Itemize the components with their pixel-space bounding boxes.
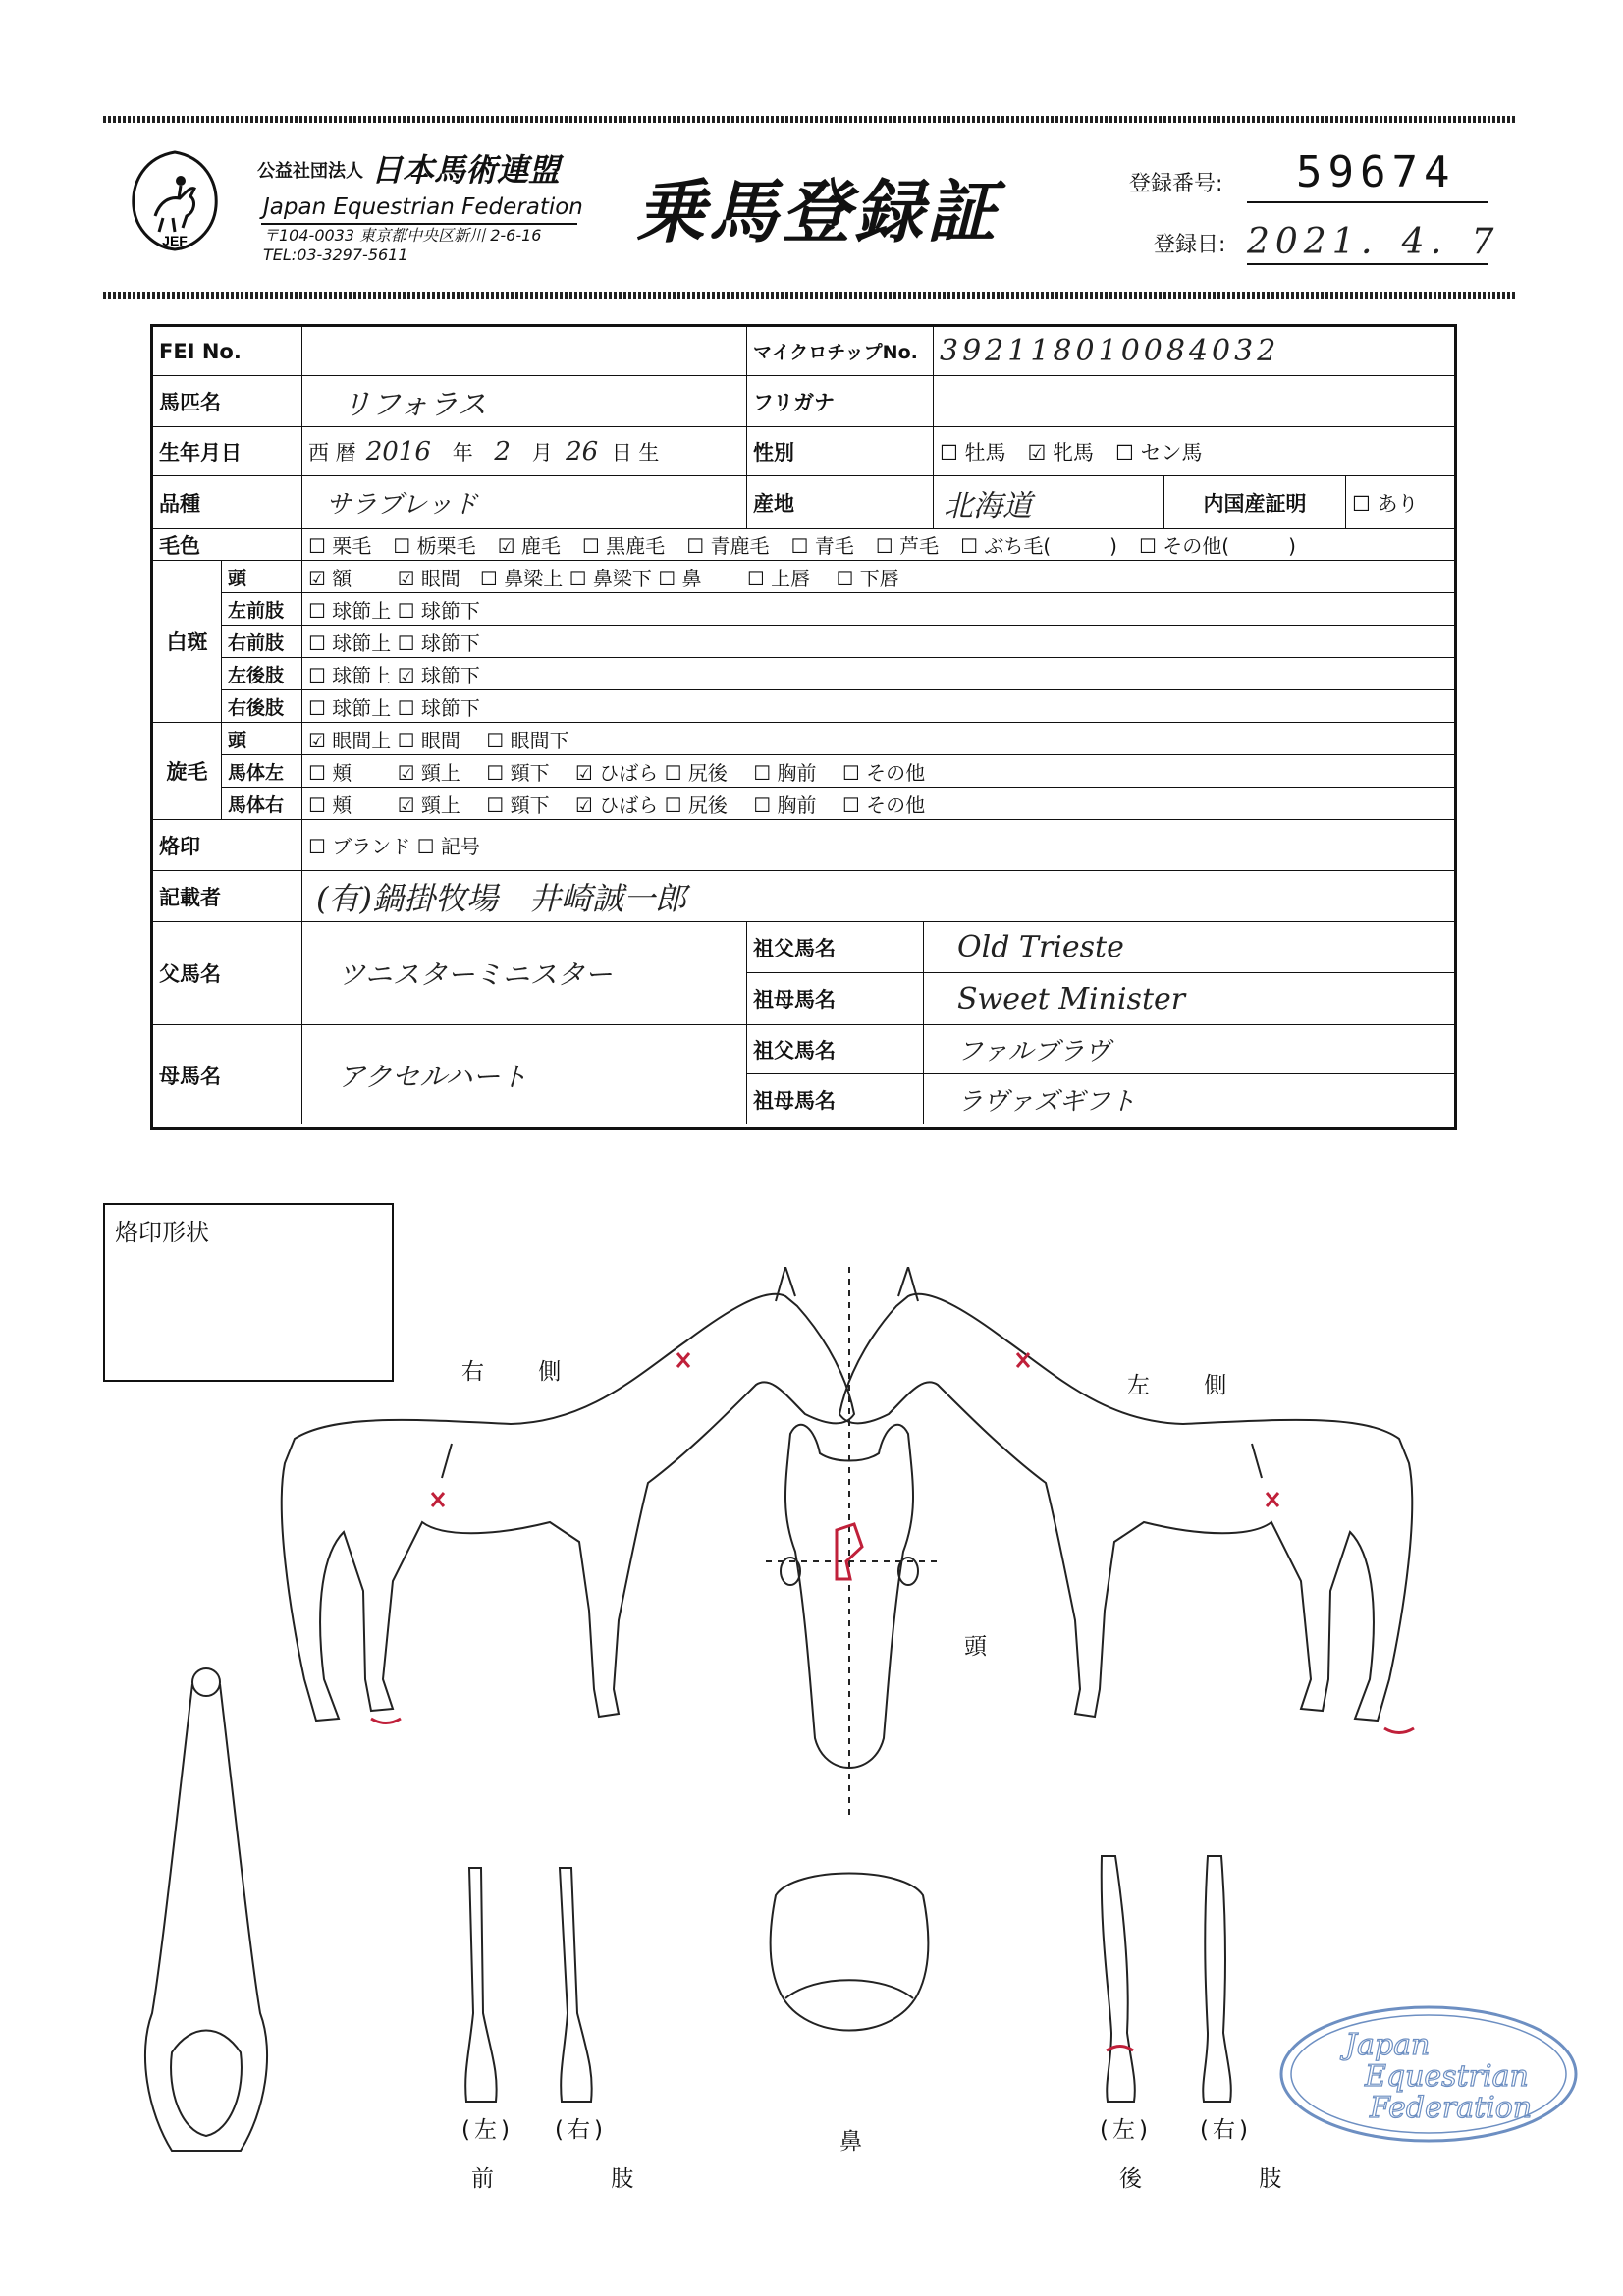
dam-label: 母馬名 [153,1025,302,1124]
white-options-right-fore[interactable]: ☐ 球節上 ☐ 球節下 [302,626,1454,658]
sex-options [934,427,1454,476]
whorl-part-head: 頭 [222,723,302,755]
reg-date-label: 登録日: [1154,233,1226,257]
dam-value: アクセルハート [302,1025,747,1124]
birth-date [302,427,747,476]
whorl-options-body-left[interactable]: ☐ 頬 ☑ 頸上 ☐ 頸下 ☑ ひばら ☐ 尻後 ☐ 胸前 ☐ その他 [302,755,1454,788]
birth-label: 生年月日 [153,427,302,476]
front-legs-figure [465,1868,592,2102]
origin-label: 産地 [747,476,934,529]
dam-granddam-label: 祖母馬名 [747,1074,924,1124]
sire-value: ツニスターミニスター [302,922,747,1025]
nose-view-figure [771,1874,929,2031]
head-view-label: 頭 [964,1634,1010,1660]
microchip-label: マイクロチップNo. [747,327,934,376]
front-left-label: (左) [461,2117,514,2143]
birth-era: 西 暦 [308,440,356,465]
white-mark-hind-right-side [371,1719,401,1723]
brand-options[interactable]: ☐ ブランド ☐ 記号 [302,820,1454,871]
whorl-mark-flank-left [1267,1493,1278,1506]
stamp-line2: Equestrian [1365,2059,1529,2094]
stamp-line3: Federation [1370,2091,1533,2125]
white-markings-label: 白斑 [153,561,222,723]
recorder-value: (有)鍋掛牧場 井崎誠一郎 [302,871,1454,922]
jef-stamp-icon [1276,2003,1581,2146]
horse-name-label: 馬匹名 [153,376,302,427]
org-contact [263,226,541,265]
coat-option[interactable]: ☐ 栃栗毛 [393,534,476,558]
birth-day-unit: 日 生 [611,440,660,465]
white-part-right-fore: 右前肢 [222,626,302,658]
furigana-label: フリガナ [747,376,934,427]
sex-label: 性別 [747,427,934,476]
sire-grandsire-value: Old Trieste [924,922,1454,973]
reg-no-underline [1247,201,1488,203]
white-part-head: 頭 [222,561,302,593]
sex-option-colt[interactable]: ☐ 牡馬 [940,440,1006,465]
white-part-left-fore: 左前肢 [222,593,302,626]
right-side-label: 右 側 [461,1359,585,1385]
dam-grandsire-value: ファルブラヴ [924,1025,1454,1074]
front-legs-label: 前 肢 [471,2166,689,2192]
white-mark-hind-left-side [1384,1728,1414,1733]
fei-value [302,327,747,376]
sex-option-gelding[interactable]: ☐ セン馬 [1115,440,1203,465]
domestic-cert-label: 内国産証明 [1164,476,1346,529]
dam-grandsire-label: 祖父馬名 [747,1025,924,1074]
page-title: 乗馬登録証 [636,172,1000,252]
hind-legs-figure [1102,1856,1231,2102]
dam-granddam-value: ラヴァズギフト [957,1087,1136,1117]
white-options-left-hind[interactable]: ☐ 球節上 ☑ 球節下 [302,658,1454,690]
hind-right-label: (右) [1200,2117,1252,2143]
whorl-part-body-right: 馬体右 [222,788,302,820]
white-options-right-hind[interactable]: ☐ 球節上 ☐ 球節下 [302,690,1454,723]
nose-view-label: 鼻 [839,2129,886,2155]
birth-day: 26 [566,436,599,466]
coat-label: 毛色 [153,529,302,561]
horse-top-view-figure [145,1668,267,2151]
sire-granddam-label: 祖母馬名 [747,973,924,1025]
whorls-label: 旋毛 [153,723,222,820]
red-marking-annotations [371,1353,1414,2050]
header-bottom-dotted-rule [103,292,1517,299]
hind-legs-label: 後 肢 [1119,2166,1337,2192]
white-options-head[interactable]: ☑ 額 ☑ 眼間 ☐ 鼻梁上 ☐ 鼻梁下 ☐ 鼻 ☐ 上唇 ☐ 下唇 [302,561,1454,593]
left-side-label: 左 側 [1127,1373,1251,1398]
sex-option-mare[interactable]: ☑ 牝馬 [1027,440,1095,465]
coat-option[interactable]: ☐ 芦毛 [875,534,940,558]
org-name: 日本馬術連盟 [371,151,561,189]
coat-option[interactable]: ☑ 鹿毛 [497,534,561,558]
whorl-part-body-left: 馬体左 [222,755,302,788]
breed-label: 品種 [153,476,302,529]
reg-date-underline [1247,263,1488,265]
breed-value: サラブレッド [302,476,747,529]
sire-granddam-value: Sweet Minister [924,973,1454,1025]
hind-left-label: (左) [1100,2117,1152,2143]
coat-option[interactable]: ☐ その他( ) [1138,534,1296,558]
stamp-line1: Japan [1345,2028,1431,2062]
coat-options [302,529,1454,561]
coat-option[interactable]: ☐ 黒鹿毛 [581,534,666,558]
origin-value: 北海道 [934,476,1164,529]
org-name-en: Japan Equestrian Federation [263,194,583,220]
sire-grandsire-label: 祖父馬名 [747,922,924,973]
org-divider [261,223,577,225]
birth-month: 2 [494,436,511,466]
birth-year-unit: 年 [452,440,473,465]
whorl-mark-flank-right [432,1493,444,1506]
jef-logo-icon [126,147,224,255]
top-dotted-rule [103,116,1517,123]
whorl-mark-neck-right [677,1353,689,1367]
fei-label: FEI No. [153,327,302,376]
whorl-options-head[interactable]: ☑ 眼間上 ☐ 眼間 ☐ 眼間下 [302,723,1454,755]
horse-name-value: リフォラス [302,376,747,427]
horse-right-side-figure [282,1267,854,1721]
whorl-options-body-right[interactable]: ☐ 頬 ☑ 頸上 ☐ 頸下 ☑ ひばら ☐ 尻後 ☐ 胸前 ☐ その他 [302,788,1454,820]
org-prefix: 公益社団法人 [257,161,363,182]
front-right-label: (右) [555,2117,607,2143]
birth-month-unit: 月 [531,440,553,465]
reg-no-label: 登録番号: [1129,172,1223,196]
coat-option[interactable]: ☐ 栗毛 [308,534,372,558]
logo-text: JEF [162,233,188,248]
recorder-label: 記載者 [153,871,302,922]
reg-date-value: 2021．4．7 [1247,222,1500,262]
coat-option[interactable]: ☐ 青鹿毛 [686,534,770,558]
white-part-left-hind: 左後肢 [222,658,302,690]
reg-no-value: 59674 [1296,147,1456,197]
sire-label: 父馬名 [153,922,302,1025]
brand-shape-label: 烙印形状 [115,1219,209,1246]
white-part-right-hind: 右後肢 [222,690,302,723]
domestic-cert-checkbox[interactable]: ☐ あり [1346,476,1454,529]
coat-option[interactable]: ☐ 青毛 [790,534,854,558]
horse-left-side-figure [839,1267,1412,1721]
registration-form [150,324,1457,1130]
brand-label: 烙印 [153,820,302,871]
birth-year: 2016 [365,436,431,466]
whorl-mark-neck-left [1017,1353,1029,1367]
org-tel: TEL:03-3297-5611 [263,246,408,264]
microchip-value: 392118010084032 [934,327,1454,376]
white-options-left-fore[interactable]: ☐ 球節上 ☐ 球節下 [302,593,1454,626]
org-address: 〒104-0033 東京都中央区新川 2-6-16 [263,226,542,245]
horse-head-front-figure [766,1267,943,1817]
coat-option[interactable]: ☐ ぶち毛( ) [960,534,1117,558]
furigana-value [934,376,1454,427]
